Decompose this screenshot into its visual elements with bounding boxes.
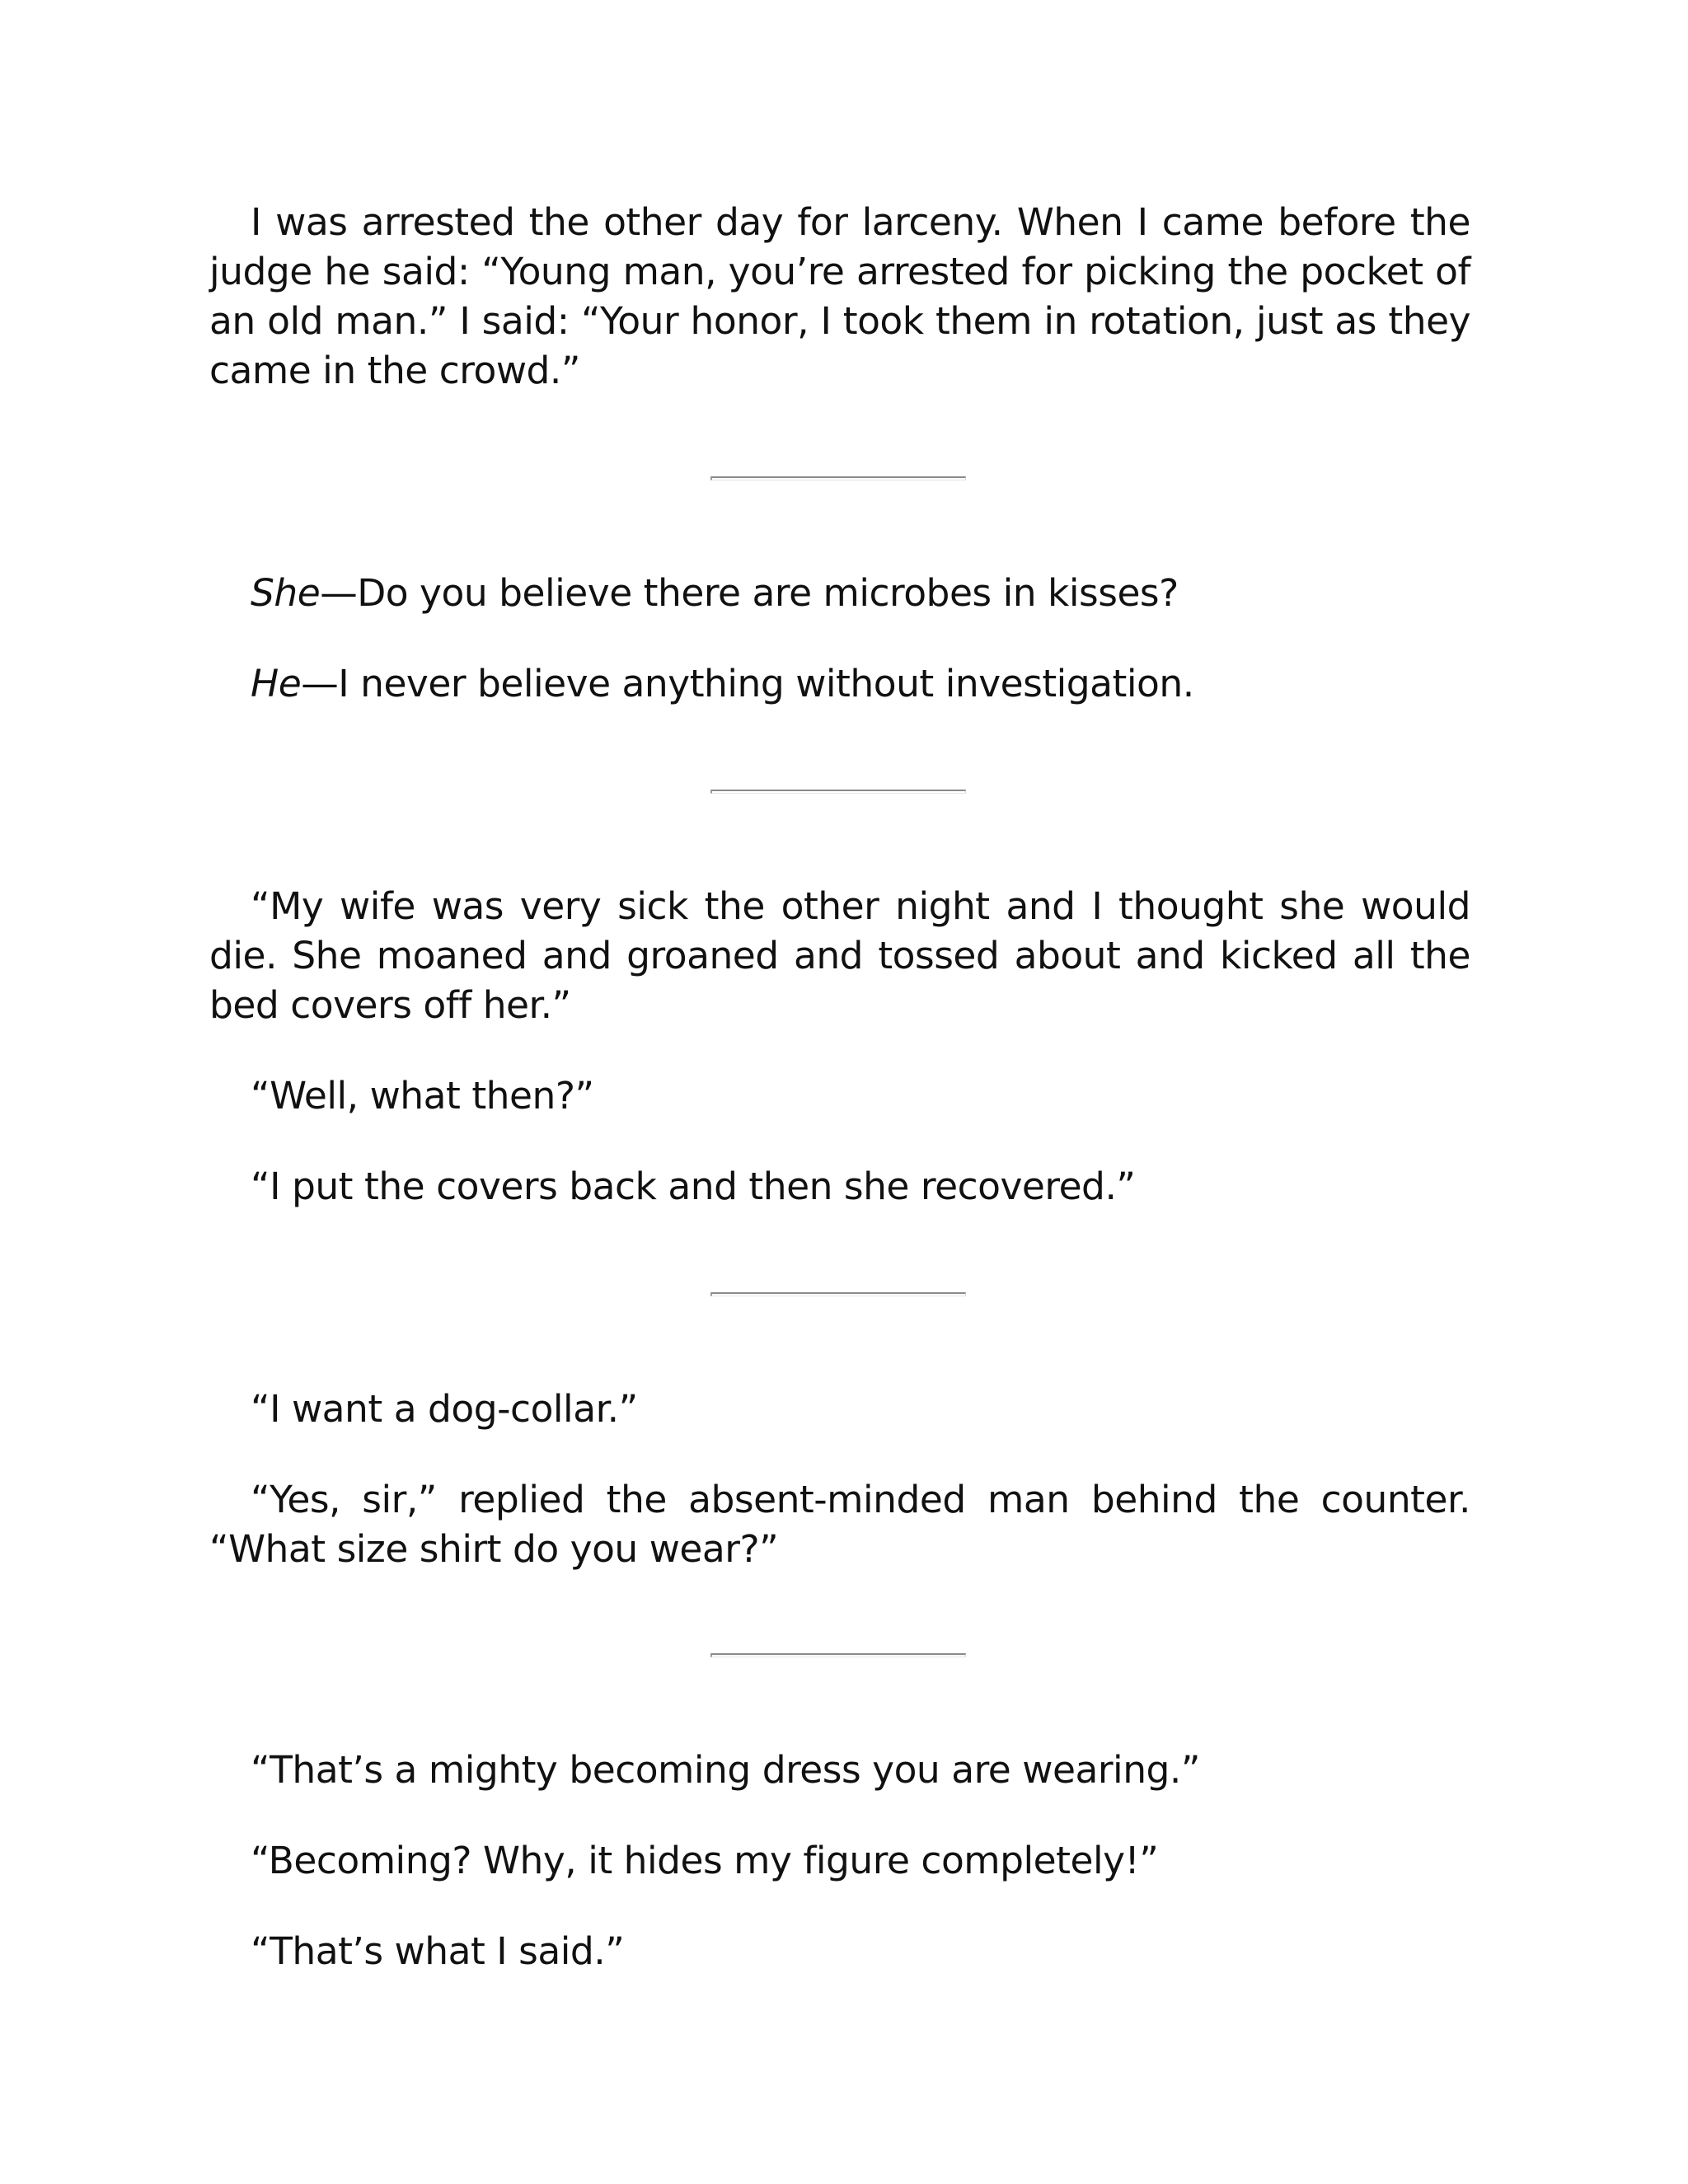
joke-3: [209, 882, 1470, 1212]
speaker-she: She: [251, 571, 321, 615]
dialogue-line: [209, 659, 1470, 709]
section-divider: [710, 790, 966, 794]
paragraph: “I put the covers back and then she recovered.”: [251, 1165, 1136, 1208]
paragraph: “Becoming? Why, it hides my figure completely!”: [251, 1839, 1159, 1882]
paragraph: “Well, what then?”: [251, 1074, 594, 1118]
section-divider: [710, 1653, 966, 1657]
joke-5: [209, 1746, 1470, 1976]
line-text: —Do you believe there are microbes in kisses?: [320, 571, 1179, 615]
line-text: —I never believe anything without investigation.: [301, 662, 1194, 705]
joke-4: [209, 1385, 1470, 1574]
paragraph: “That’s a mighty becoming dress you are wearing.”: [251, 1748, 1200, 1792]
paragraph: “My wife was very sick the other night and I thought she would die. She moaned and groaned and tossed about and kicked all the bed covers off her.”: [209, 884, 1470, 1027]
section-divider: [710, 1292, 966, 1296]
joke-1: [209, 198, 1470, 396]
paragraph: I was arrested the other day for larceny. When I came before the judge he said: “Young man, you’re arrested for picking the pocket of an old man.” I said: “Your honor, I took them in rotation, just as they came in the crowd.”: [209, 200, 1470, 392]
paragraph: “I want a dog-collar.”: [251, 1387, 638, 1431]
dialogue-line: [209, 569, 1470, 618]
paragraph: “Yes, sir,” replied the absent-minded man behind the counter. “What size shirt do you wear?”: [209, 1478, 1470, 1571]
section-divider: [710, 476, 966, 480]
joke-2: [209, 569, 1470, 709]
speaker-he: He: [251, 662, 302, 705]
paragraph: “That’s what I said.”: [251, 1929, 625, 1973]
